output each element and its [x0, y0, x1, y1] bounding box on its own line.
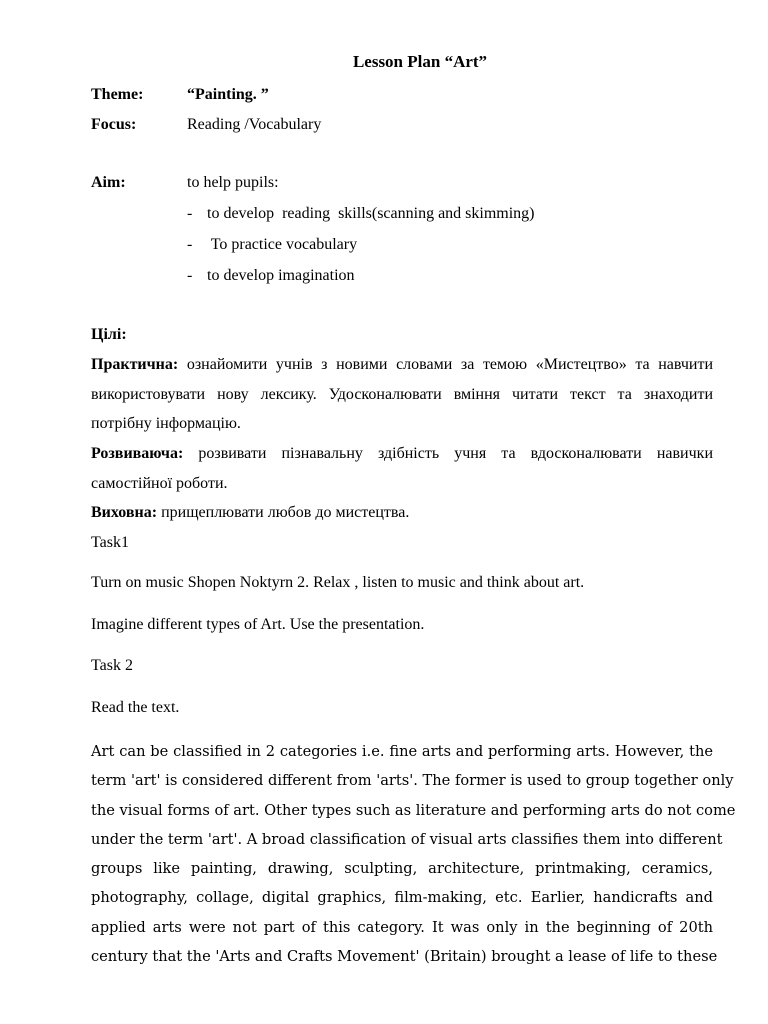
goal-practical-label: Практична:	[91, 356, 179, 373]
task1-instruction: Turn on music Shopen Noktyrn 2. Relax , listen to music and think about art.	[91, 574, 585, 591]
reading-text	[91, 737, 736, 971]
theme-value: “Painting. ”	[187, 86, 269, 103]
page-title: Lesson Plan “Art”	[352, 52, 488, 71]
text-line: term 'art' is considered different from 'arts'. The former is used to group together only	[91, 772, 734, 790]
goal-practical	[91, 350, 713, 439]
aim-list-item	[187, 205, 535, 223]
list-dash: -	[187, 267, 193, 284]
aim-value: to help pupils:	[187, 174, 279, 191]
goal-developing-text: розвивати пізнавальну здібність учня та вдосконалювати навички самостійної роботи.	[91, 445, 713, 492]
aim-list-item	[187, 267, 355, 285]
text-line: applied arts were not part of this category. It was only in the beginning of 20th	[91, 918, 713, 936]
task1-instruction: Imagine different types of Art. Use the presentation.	[91, 616, 425, 633]
text-line: century that the 'Arts and Crafts Movement' (Britain) brought a lease of life to these	[91, 948, 718, 966]
goal-developing-label: Розвиваюча:	[91, 445, 184, 462]
aim-item-text: to develop imagination	[207, 267, 355, 284]
focus-label: Focus:	[91, 116, 137, 133]
text-line: photography, collage, digital graphics, film-making, etc. Earlier, handicrafts and	[91, 889, 713, 907]
theme-label: Theme:	[91, 86, 144, 103]
goal-educational-label: Виховна:	[91, 504, 158, 521]
list-dash: -	[187, 236, 193, 253]
goals-heading: Цілі:	[91, 326, 127, 343]
task1-heading: Task1	[91, 534, 129, 551]
list-dash: -	[187, 205, 193, 222]
text-line: under the term 'art'. A broad classification of visual arts classifies them into different	[91, 830, 723, 848]
focus-value: Reading /Vocabulary	[187, 116, 322, 133]
text-line: Art can be classified in 2 categories i.e. fine arts and performing arts. However, the	[91, 743, 713, 760]
task2-heading: Task 2	[91, 657, 133, 674]
aim-label: Aim:	[91, 174, 126, 191]
goal-practical-text: ознайомити учнів з новими словами за темою «Мистецтво» та навчити використовувати нову лексику. Удосконалювати вміння читати текст та знаходити потрібну інформацію.	[91, 356, 713, 432]
goal-developing	[91, 439, 713, 498]
task2-instruction: Read the text.	[91, 699, 180, 716]
aim-item-text: to develop reading skills(scanning and skimming)	[207, 205, 535, 222]
text-line: the visual forms of art. Other types such as literature and performing arts do not come	[91, 801, 736, 819]
goal-educational	[91, 498, 713, 528]
aim-list-item	[187, 236, 357, 254]
goal-educational-text: прищеплювати любов до мистецтва.	[157, 504, 410, 521]
text-line: groups like painting, drawing, sculpting, architecture, printmaking, ceramics,	[91, 860, 713, 878]
aim-item-text: To practice vocabulary	[207, 236, 358, 253]
